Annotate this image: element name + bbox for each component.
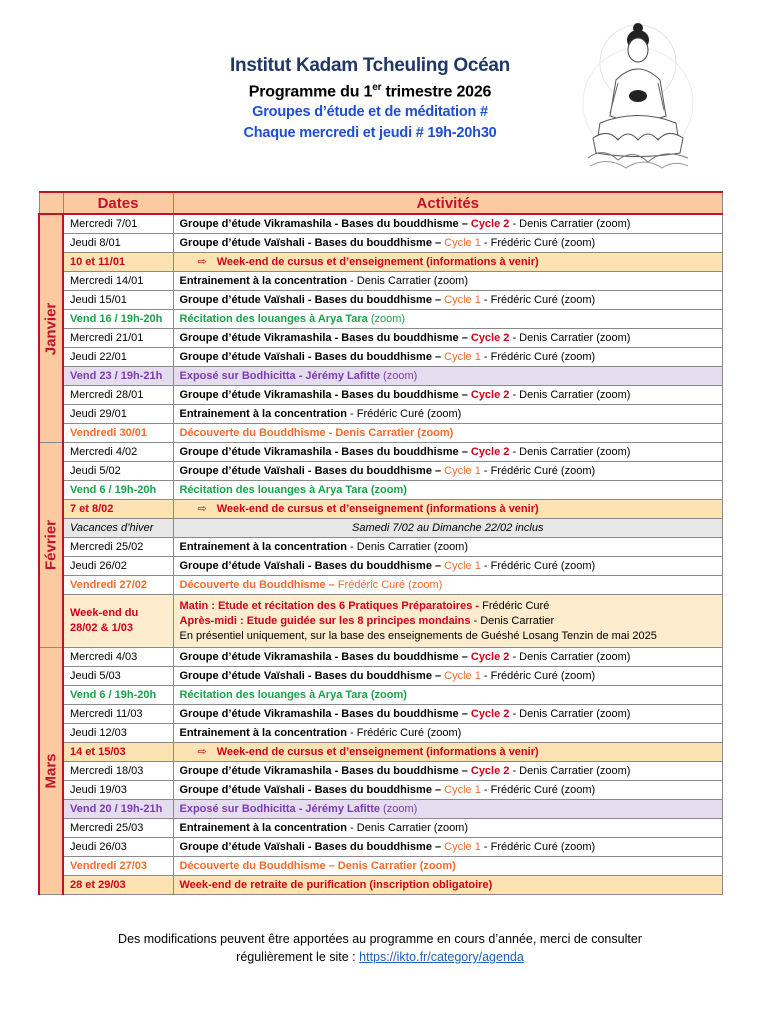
activity-title: Groupe d’étude Vikramashila - Bases du bouddhisme –: [179, 707, 471, 720]
date-cell: Jeudi 19/03: [63, 781, 173, 800]
activity-cell: [173, 500, 723, 519]
table-row: [39, 348, 723, 367]
activity-cell: [173, 291, 723, 310]
activity-teacher: - Frédéric Curé (zoom): [350, 726, 462, 739]
activity-cell: [173, 762, 723, 781]
date-cell: Vendredi 27/03: [63, 857, 173, 876]
date-cell: Mercredi 25/02: [63, 538, 173, 557]
table-row-retreat: [39, 876, 723, 895]
activity-note: (zoom): [367, 312, 406, 325]
activity-teacher: - Frédéric Curé (zoom): [480, 464, 596, 477]
activity-title: Groupe d’étude Vikramashila - Bases du bouddhisme –: [179, 217, 471, 230]
table-row: [39, 724, 723, 743]
month-header: [39, 192, 63, 214]
cycle-label: Cycle 1: [444, 293, 481, 306]
table-row: [39, 838, 723, 857]
date-cell: Jeudi 26/02: [63, 557, 173, 576]
table-row: [39, 686, 723, 705]
activity-teacher: - Denis Carratier (zoom): [509, 388, 631, 401]
date-cell: Week-end du 28/02 & 1/03: [63, 595, 173, 648]
table-row: [39, 819, 723, 838]
table-row: [39, 443, 723, 462]
activity-title: Exposé sur Bodhicitta - Jérémy Lafitte: [179, 369, 380, 382]
activity-cell: [173, 800, 723, 819]
activity-cell: [173, 576, 723, 595]
activity-cell: [173, 705, 723, 724]
table-row-weekend: [39, 253, 723, 272]
activity-title: Groupe d’étude Vaïshali - Bases du bouddhisme –: [179, 350, 445, 363]
table-row: [39, 857, 723, 876]
attendance-note: En présentiel uniquement, sur la base des enseignements de Guéshé Losang Tenzin de mai 2025: [179, 629, 657, 642]
table-row: [39, 576, 723, 595]
table-row: [39, 800, 723, 819]
activity-teacher: - Denis Carratier (zoom): [509, 650, 631, 663]
table-row: [39, 272, 723, 291]
activity-title: Groupe d’étude Vikramashila - Bases du bouddhisme –: [179, 445, 471, 458]
activity-cell: [173, 595, 723, 648]
cycle-label: Cycle 2: [470, 445, 510, 458]
date-cell: Jeudi 5/02: [63, 462, 173, 481]
activity-teacher: - Frédéric Curé (zoom): [480, 236, 596, 249]
activity-cell: [173, 234, 723, 253]
activity-title: Récitation des louanges à Arya Tara: [179, 312, 368, 325]
activity-teacher: - Denis Carratier (zoom): [509, 445, 631, 458]
table-row: [39, 329, 723, 348]
cycle-label: Cycle 2: [470, 388, 510, 401]
date-cell: Vend 6 / 19h-20h: [63, 686, 173, 705]
cycle-label: Cycle 1: [444, 783, 481, 796]
afternoon-title: Après-midi : Etude guidée sur les 8 principes mondains: [179, 614, 471, 627]
table-header-row: [39, 192, 723, 214]
table-row: [39, 424, 723, 443]
activity-cell: [173, 386, 723, 405]
cycle-label: Cycle 2: [470, 764, 510, 777]
activity-cell: [173, 781, 723, 800]
activity-teacher: - Frédéric Curé (zoom): [480, 840, 596, 853]
date-cell: Mercredi 21/01: [63, 329, 173, 348]
buddha-illustration: [578, 18, 698, 178]
activity-title: Groupe d’étude Vaïshali - Bases du bouddhisme –: [179, 669, 445, 682]
activity-title: Groupe d’étude Vikramashila - Bases du bouddhisme –: [179, 331, 471, 344]
activity-teacher: - Frédéric Curé (zoom): [480, 783, 596, 796]
cycle-label: Cycle 1: [444, 350, 481, 363]
date-cell: Vendredi 30/01: [63, 424, 173, 443]
date-cell: Mercredi 25/03: [63, 819, 173, 838]
table-row: [39, 462, 723, 481]
morning-line: [180, 599, 717, 614]
table-row-holiday: [39, 519, 723, 538]
activity-title: Découverte du Bouddhisme –: [179, 578, 338, 591]
table-row: [39, 405, 723, 424]
morning-teacher: Frédéric Curé: [482, 599, 550, 612]
activity-cell: Samedi 7/02 au Dimanche 22/02 inclus: [173, 519, 723, 538]
date-cell: Vendredi 27/02: [63, 576, 173, 595]
schedule-line: Chaque mercredi et jeudi # 19h-20h30: [243, 125, 497, 142]
activity-cell: [173, 724, 723, 743]
footer-line1: Des modifications peuvent être apportées au programme en cours d’année, merci de consulter: [118, 932, 642, 946]
date-cell: Mercredi 4/03: [63, 648, 173, 667]
arrow-icon: ⇨: [197, 502, 207, 515]
activity-teacher: - Denis Carratier (zoom): [509, 217, 631, 230]
activity-cell: [173, 819, 723, 838]
activity-note: (zoom): [380, 802, 418, 815]
table-row: [39, 214, 723, 234]
date-cell: Jeudi 29/01: [63, 405, 173, 424]
agenda-link[interactable]: https://ikto.fr/category/agenda: [359, 950, 524, 964]
date-cell: Mercredi 4/02: [63, 443, 173, 462]
activities-header: Activités: [173, 192, 723, 214]
activity-teacher: - Denis Carratier (zoom): [509, 331, 631, 344]
cycle-label: Cycle 1: [444, 236, 481, 249]
activity-title: Exposé sur Bodhicitta - Jérémy Lafitte: [179, 802, 380, 815]
month-label-cell: [39, 443, 63, 648]
activity-teacher: Frédéric Curé (zoom): [337, 578, 443, 591]
activity-title: Entrainement à la concentration: [179, 726, 351, 739]
activity-title: Groupe d’étude Vikramashila - Bases du bouddhisme –: [179, 764, 471, 777]
activity-title: Entrainement à la concentration: [179, 821, 351, 834]
subtitle-pre: Programme du 1: [248, 83, 373, 101]
activity-title: Week-end de cursus et d’enseignement (informations à venir): [216, 745, 539, 758]
cycle-label: Cycle 2: [470, 331, 510, 344]
footer-line2: [40, 948, 720, 966]
activity-title: Groupe d’étude Vaïshali - Bases du bouddhisme –: [179, 236, 445, 249]
activity-teacher: - Denis Carratier (zoom): [509, 764, 631, 777]
cycle-label: Cycle 1: [444, 559, 481, 572]
activity-cell: Récitation des louanges à Arya Tara (zoom): [173, 686, 723, 705]
subtitle-sup: er: [372, 82, 382, 93]
table-row: [39, 367, 723, 386]
activity-cell: [173, 424, 723, 443]
activity-title: Groupe d’étude Vaïshali - Bases du bouddhisme –: [179, 783, 445, 796]
activity-cell: [173, 743, 723, 762]
footer-line2-text: régulièrement le site :: [236, 950, 360, 964]
program-subtitle: [150, 77, 590, 102]
table-row: [39, 291, 723, 310]
date-cell: Mercredi 14/01: [63, 272, 173, 291]
activity-cell: Découverte du Bouddhisme – Denis Carratier (zoom): [173, 857, 723, 876]
activity-teacher: - Frédéric Curé (zoom): [480, 350, 596, 363]
activity-teacher: - Frédéric Curé (zoom): [480, 559, 596, 572]
activity-title: Entrainement à la concentration: [179, 274, 351, 287]
month-label-cell: [39, 648, 63, 895]
date-cell: Vend 6 / 19h-20h: [63, 481, 173, 500]
activity-note: (zoom): [380, 369, 418, 382]
activity-cell: [173, 405, 723, 424]
activity-cell: Récitation des louanges à Arya Tara (zoom): [173, 481, 723, 500]
date-cell: Vacances d’hiver: [63, 519, 173, 538]
activity-cell: Week-end de retraite de purification (inscription obligatoire): [173, 876, 723, 895]
afternoon-teacher: - Denis Carratier: [470, 614, 555, 627]
activity-cell: [173, 329, 723, 348]
table-row: [39, 781, 723, 800]
activity-cell: [173, 310, 723, 329]
date-cell: Vend 16 / 19h-20h: [63, 310, 173, 329]
activity-title: Entrainement à la concentration: [179, 540, 351, 553]
cycle-label: Cycle 2: [470, 707, 510, 720]
cycle-label: Cycle 1: [444, 669, 481, 682]
activity-cell: [173, 348, 723, 367]
month-mars: Mars: [42, 753, 60, 789]
date-cell: 14 et 15/03: [63, 743, 173, 762]
document-header: [150, 55, 590, 144]
afternoon-line: [180, 614, 717, 629]
table-row: [39, 386, 723, 405]
month-fevrier: Février: [42, 519, 60, 571]
subtitle-post: trimestre 2026: [381, 83, 492, 101]
cycle-label: Cycle 1: [444, 840, 481, 853]
activity-title: Week-end de cursus et d’enseignement (informations à venir): [216, 502, 539, 515]
activity-cell: [173, 367, 723, 386]
activity-teacher: - Denis Carratier (zoom): [350, 540, 469, 553]
date-cell: 28 et 29/03: [63, 876, 173, 895]
activity-title: Groupe d’étude Vaïshali - Bases du bouddhisme –: [179, 464, 445, 477]
date-cell: Mercredi 28/01: [63, 386, 173, 405]
activity-teacher: - Frédéric Curé (zoom): [350, 407, 462, 420]
date-cell: Jeudi 5/03: [63, 667, 173, 686]
activity-cell: [173, 272, 723, 291]
activity-title: Groupe d’étude Vaïshali - Bases du bouddhisme –: [179, 293, 445, 306]
month-label-cell: [39, 214, 63, 443]
date-cell: Mercredi 18/03: [63, 762, 173, 781]
activity-cell: [173, 253, 723, 272]
cycle-label: Cycle 2: [470, 650, 510, 663]
activity-cell: [173, 838, 723, 857]
activity-teacher: - Denis Carratier (zoom): [350, 274, 469, 287]
table-row: [39, 234, 723, 253]
arrow-icon: ⇨: [197, 255, 207, 268]
arrow-icon: ⇨: [197, 745, 207, 758]
activity-title: Groupe d’étude Vikramashila - Bases du bouddhisme –: [179, 388, 471, 401]
cycle-label: Cycle 1: [444, 464, 481, 477]
table-row: [39, 310, 723, 329]
table-row: [39, 557, 723, 576]
activity-cell: [173, 648, 723, 667]
table-row: [39, 538, 723, 557]
activity-cell: [173, 462, 723, 481]
institute-title: Institut Kadam Tcheuling Océan: [230, 55, 510, 76]
activity-title: Découverte du Bouddhisme -: [179, 426, 336, 439]
activity-teacher: - Denis Carratier (zoom): [509, 707, 631, 720]
date-cell: Vend 20 / 19h-21h: [63, 800, 173, 819]
activity-teacher: Denis Carratier (zoom): [335, 426, 454, 439]
table-row-retreat: [39, 595, 723, 648]
activity-title: Week-end de cursus et d’enseignement (informations à venir): [216, 255, 539, 268]
date-cell: 7 et 8/02: [63, 500, 173, 519]
activity-teacher: - Frédéric Curé (zoom): [480, 293, 596, 306]
activity-title: Groupe d’étude Vikramashila - Bases du bouddhisme –: [179, 650, 471, 663]
activity-cell: [173, 443, 723, 462]
date-cell: Jeudi 8/01: [63, 234, 173, 253]
table-row: [39, 705, 723, 724]
date-cell: Jeudi 12/03: [63, 724, 173, 743]
table-row: [39, 762, 723, 781]
activity-cell: [173, 538, 723, 557]
table-row: [39, 648, 723, 667]
program-table: [38, 191, 723, 895]
date-cell: Mercredi 11/03: [63, 705, 173, 724]
groups-line: Groupes d’étude et de méditation #: [252, 104, 488, 121]
activity-title: Groupe d’étude Vaïshali - Bases du bouddhisme –: [179, 559, 445, 572]
date-cell: Jeudi 15/01: [63, 291, 173, 310]
table-row: [39, 481, 723, 500]
activity-title: Groupe d’étude Vaïshali - Bases du bouddhisme –: [179, 840, 445, 853]
dates-header: Dates: [63, 192, 173, 214]
date-cell: Vend 23 / 19h-21h: [63, 367, 173, 386]
table-row: [39, 667, 723, 686]
date-cell: Jeudi 26/03: [63, 838, 173, 857]
activity-cell: [173, 557, 723, 576]
morning-title: Matin : Etude et récitation des 6 Pratiques Préparatoires -: [179, 599, 483, 612]
activity-teacher: - Frédéric Curé (zoom): [480, 669, 596, 682]
footer-note: [40, 930, 720, 966]
activity-title: Entrainement à la concentration: [179, 407, 351, 420]
cycle-label: Cycle 2: [470, 217, 510, 230]
activity-cell: [173, 214, 723, 234]
activity-teacher: - Denis Carratier (zoom): [350, 821, 469, 834]
month-janvier: Janvier: [42, 302, 60, 355]
date-cell: 10 et 11/01: [63, 253, 173, 272]
activity-cell: [173, 667, 723, 686]
table-row-weekend: [39, 743, 723, 762]
date-cell: Mercredi 7/01: [63, 214, 173, 234]
date-cell: Jeudi 22/01: [63, 348, 173, 367]
table-row-weekend: [39, 500, 723, 519]
